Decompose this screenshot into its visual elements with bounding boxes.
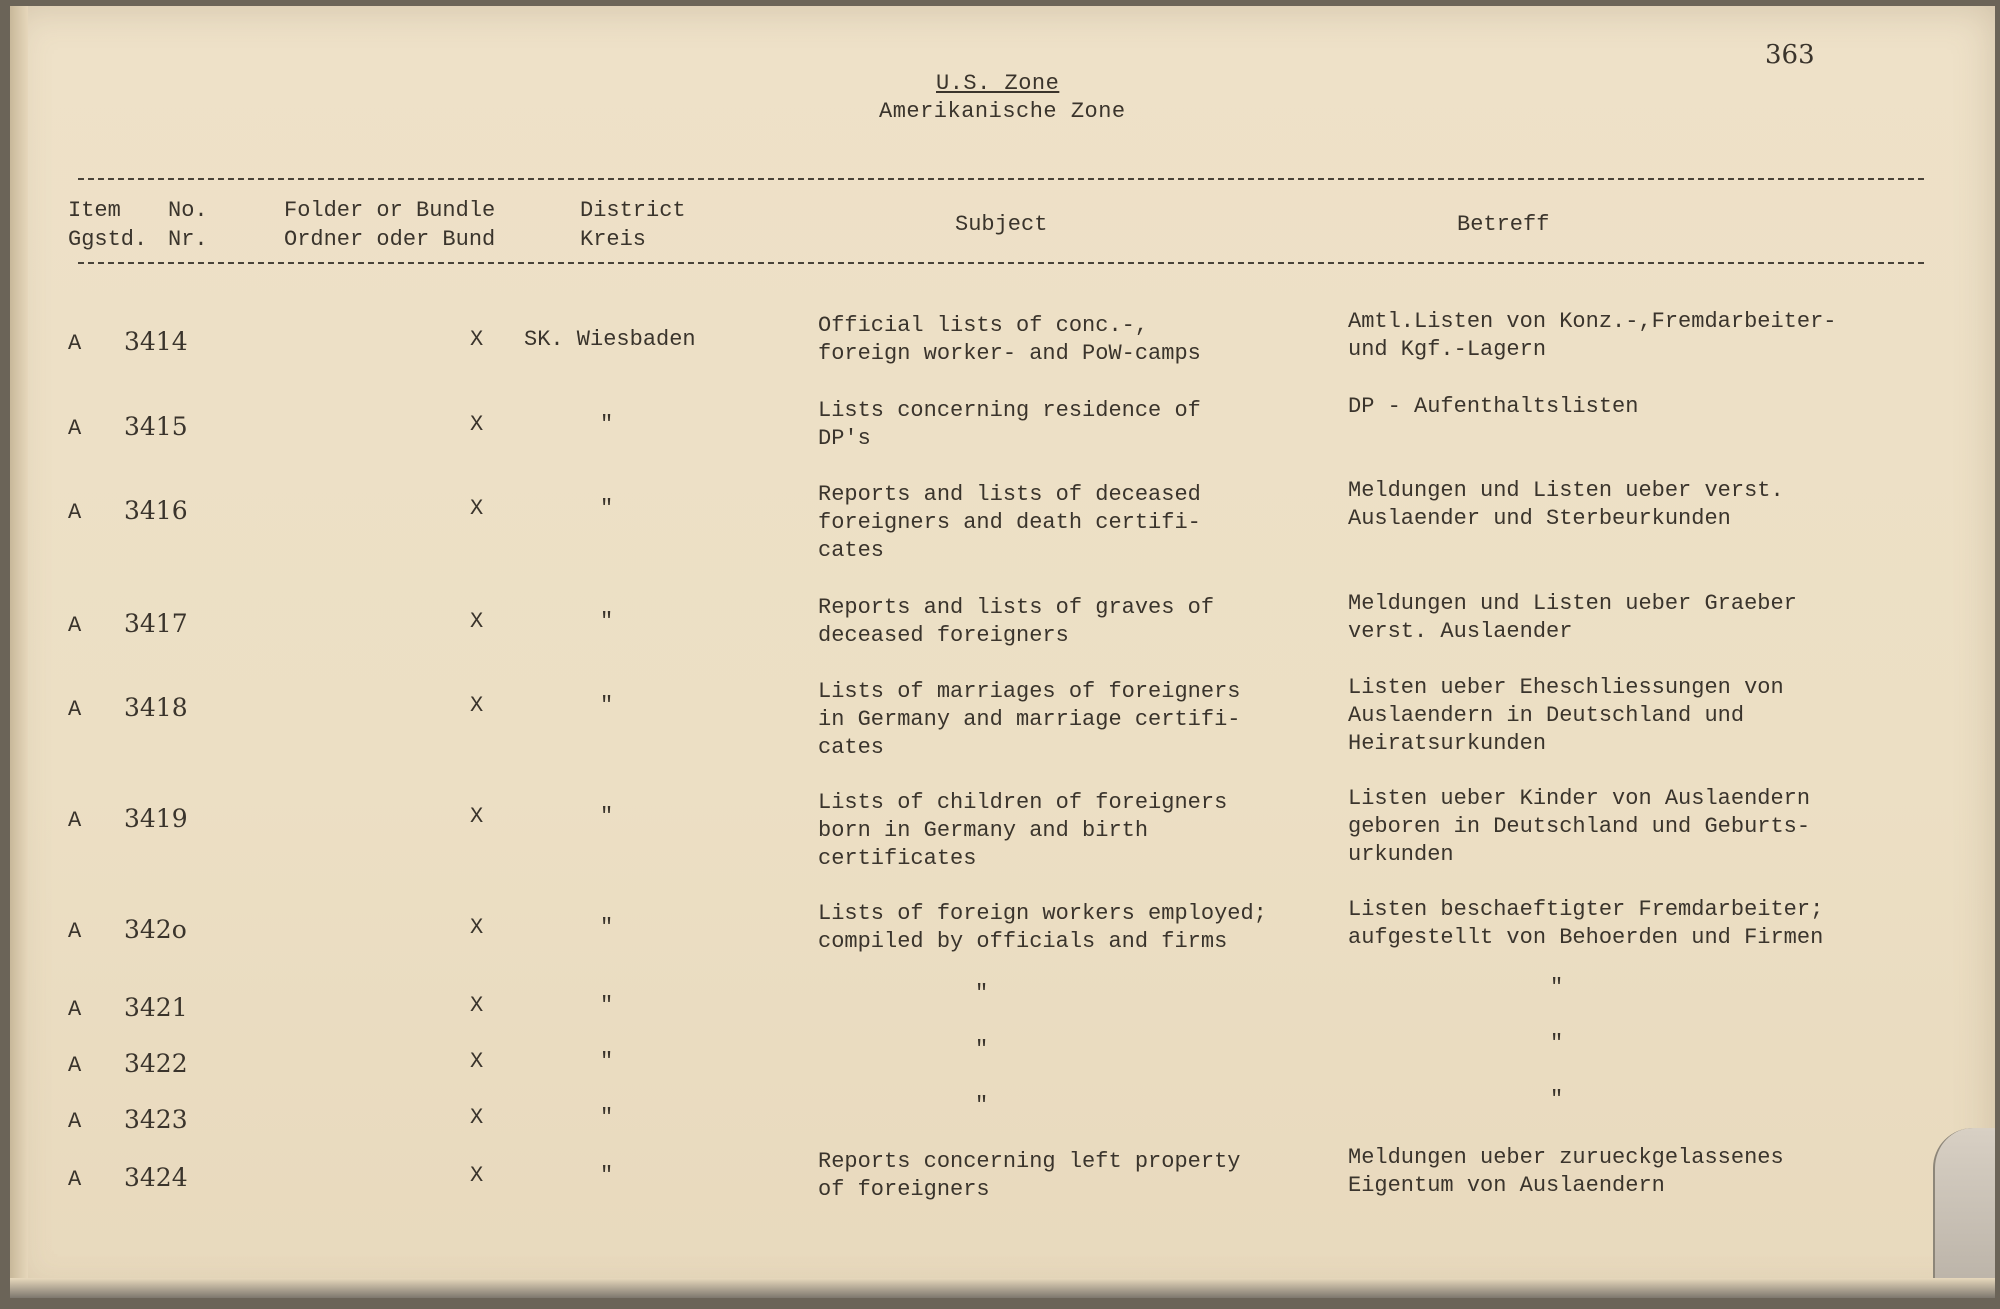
bundle-mark: X <box>470 804 484 829</box>
betreff: " <box>1550 1087 1564 1112</box>
page-number: 363 <box>1765 40 1815 70</box>
bundle-mark: X <box>470 1163 484 1188</box>
binding-edge <box>10 6 28 1298</box>
subject: Reports and lists of deceased foreigners and death certifi- cates <box>818 482 1201 563</box>
item-number: 3419 <box>124 804 188 833</box>
subject: Official lists of conc.-, foreign worker- and PoW-camps <box>818 313 1201 366</box>
item-letter: A <box>68 919 82 944</box>
bundle-mark: X <box>470 693 484 718</box>
header-rule-bottom <box>78 262 1924 264</box>
item-number: 3414 <box>124 327 188 356</box>
item-number: 342o <box>124 915 187 944</box>
header-folder-de: Ordner oder Bund <box>284 227 496 252</box>
item-number: 3418 <box>124 693 188 722</box>
item-number: 3417 <box>124 609 188 638</box>
item-number: 3423 <box>124 1105 188 1134</box>
item-letter: A <box>68 1167 82 1192</box>
bundle-mark: X <box>470 915 484 940</box>
subject: Lists of marriages of foreigners in Germany and marriage certifi- cates <box>818 679 1241 760</box>
header-item-en: Item <box>68 198 121 223</box>
betreff: Listen beschaeftigter Fremdarbeiter; aufgestellt von Behoerden und Firmen <box>1348 897 1824 950</box>
betreff: Meldungen und Listen ueber Graeber verst. Auslaender <box>1348 591 1797 644</box>
header-rule-top <box>78 178 1924 180</box>
district: " <box>600 496 614 521</box>
betreff: Listen ueber Eheschliessungen von Auslaendern in Deutschland und Heiratsurkunden <box>1348 675 1784 756</box>
betreff: " <box>1550 1031 1564 1056</box>
header-no-en: No. <box>168 198 208 223</box>
bundle-mark: X <box>470 327 484 352</box>
district: " <box>600 693 614 718</box>
betreff: DP - Aufenthaltslisten <box>1348 394 1639 419</box>
district: " <box>600 1105 614 1130</box>
betreff: Meldungen und Listen ueber verst. Auslaender und Sterbeurkunden <box>1348 478 1784 531</box>
page-title: U.S. Zone <box>936 71 1060 96</box>
bundle-mark: X <box>470 496 484 521</box>
item-letter: A <box>68 416 82 441</box>
subject: " <box>975 981 989 1006</box>
header-district-en: District <box>580 198 686 223</box>
betreff: Listen ueber Kinder von Auslaendern geboren in Deutschland und Geburts- urkunden <box>1348 786 1811 867</box>
subject: Lists of foreign workers employed; compiled by officials and firms <box>818 901 1267 954</box>
subject: Lists of children of foreigners born in Germany and birth certificates <box>818 790 1228 871</box>
bottom-edge <box>10 1278 1995 1298</box>
item-letter: A <box>68 997 82 1022</box>
district: " <box>600 915 614 940</box>
betreff: " <box>1550 975 1564 1000</box>
item-letter: A <box>68 613 82 638</box>
item-letter: A <box>68 808 82 833</box>
item-letter: A <box>68 1053 82 1078</box>
item-number: 3424 <box>124 1163 188 1192</box>
header-subject: Subject <box>955 212 1048 237</box>
bundle-mark: X <box>470 609 484 634</box>
subject: Lists concerning residence of DP's <box>818 398 1201 451</box>
page-subtitle: Amerikanische Zone <box>879 99 1126 124</box>
document-page <box>10 6 1995 1298</box>
header-district-de: Kreis <box>580 227 647 252</box>
betreff: Meldungen ueber zurueckgelassenes Eigentum von Auslaendern <box>1348 1145 1784 1198</box>
item-number: 3416 <box>124 496 188 525</box>
district: " <box>600 804 614 829</box>
bundle-mark: X <box>470 1049 484 1074</box>
bundle-mark: X <box>470 412 484 437</box>
item-number: 3415 <box>124 412 188 441</box>
district: " <box>600 609 614 634</box>
item-letter: A <box>68 331 82 356</box>
bundle-mark: X <box>470 993 484 1018</box>
bundle-mark: X <box>470 1105 484 1130</box>
betreff: Amtl.Listen von Konz.-,Fremdarbeiter- und Kgf.-Lagern <box>1348 309 1837 362</box>
page-corner-curl <box>1933 1128 1995 1298</box>
header-no-de: Nr. <box>168 227 208 252</box>
district: " <box>600 993 614 1018</box>
district: " <box>600 1163 614 1188</box>
header-betreff: Betreff <box>1457 212 1550 237</box>
district: SK. Wiesbaden <box>524 327 696 352</box>
item-letter: A <box>68 500 82 525</box>
subject: Reports and lists of graves of deceased foreigners <box>818 595 1215 648</box>
item-letter: A <box>68 1109 82 1134</box>
district: " <box>600 412 614 437</box>
item-number: 3422 <box>124 1049 188 1078</box>
subject: " <box>975 1037 989 1062</box>
subject: " <box>975 1093 989 1118</box>
header-item-de: Ggstd. <box>68 227 148 252</box>
district: " <box>600 1049 614 1074</box>
item-letter: A <box>68 697 82 722</box>
item-number: 3421 <box>124 993 188 1022</box>
header-folder-en: Folder or Bundle <box>284 198 496 223</box>
subject: Reports concerning left property of foreigners <box>818 1149 1241 1202</box>
